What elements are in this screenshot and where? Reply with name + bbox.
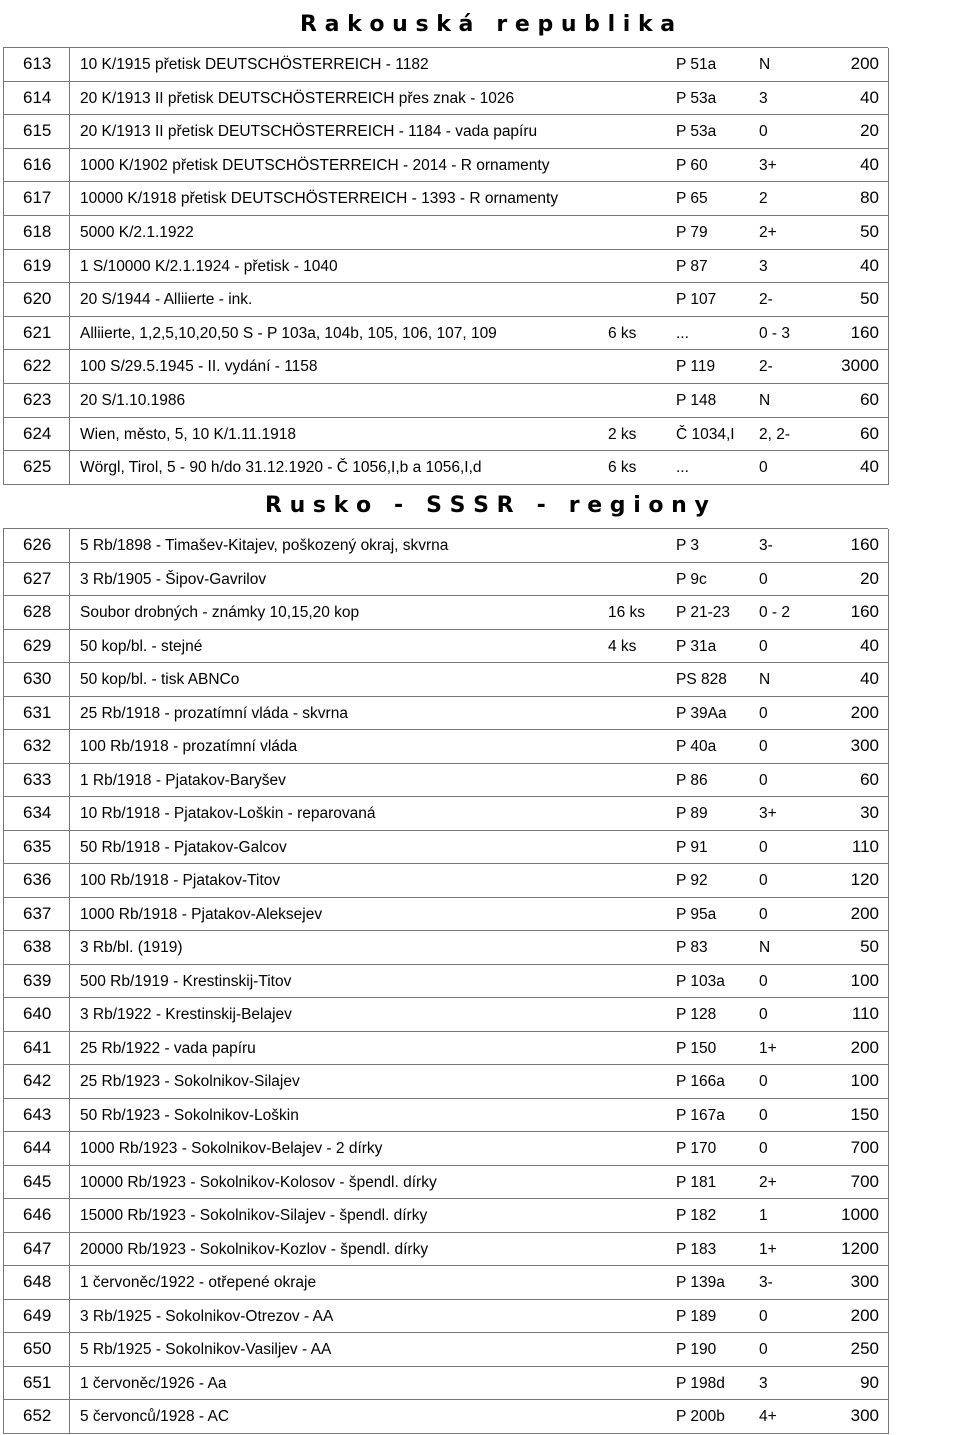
catalog-number: P 103a bbox=[676, 972, 725, 990]
item-price: 120 bbox=[850, 870, 879, 889]
catalog-number: P 170 bbox=[676, 1140, 717, 1157]
lot-number: 648 bbox=[23, 1272, 52, 1291]
table-row bbox=[3, 1065, 888, 1099]
item-condition: 0 bbox=[759, 1006, 768, 1023]
catalog-number: P 9c bbox=[676, 570, 707, 588]
item-description: 5 červonců/1928 - AC bbox=[80, 1408, 230, 1425]
item-quantity: 16 ks bbox=[608, 604, 646, 621]
table-row bbox=[3, 350, 888, 384]
table-row bbox=[3, 1266, 888, 1300]
catalog-number: P 3 bbox=[676, 537, 699, 554]
item-condition: 3 bbox=[759, 257, 768, 275]
item-price: 60 bbox=[860, 423, 879, 443]
item-price: 300 bbox=[850, 1406, 879, 1425]
table-row bbox=[3, 317, 888, 351]
item-description: 50 Rb/1918 - Pjatakov-Galcov bbox=[80, 838, 287, 856]
item-condition: 3- bbox=[759, 537, 773, 554]
item-condition: 2+ bbox=[759, 1173, 777, 1191]
lot-number: 642 bbox=[23, 1071, 52, 1090]
item-condition: 2, 2- bbox=[759, 425, 791, 443]
section-title-russia: R u s k o - S S S R - r e g i o n y bbox=[265, 493, 709, 518]
item-description: 10 Rb/1918 - Pjatakov-Loškin - reparovaná bbox=[80, 805, 376, 822]
catalog-number: P 128 bbox=[676, 1006, 717, 1023]
table-divider bbox=[888, 48, 889, 485]
item-condition: 1+ bbox=[759, 1039, 777, 1057]
item-condition: 3+ bbox=[759, 156, 777, 174]
table-row bbox=[3, 1333, 888, 1367]
lot-number: 622 bbox=[23, 356, 52, 376]
item-quantity: 6 ks bbox=[608, 459, 637, 477]
item-condition: 0 bbox=[759, 704, 768, 722]
catalog-number: P 198d bbox=[676, 1374, 725, 1392]
item-price: 100 bbox=[850, 1071, 879, 1090]
item-description: Wörgl, Tirol, 5 - 90 h/do 31.12.1920 - Č 1056,I,b a 1056,I,d bbox=[80, 459, 482, 477]
catalog-number: P 148 bbox=[676, 391, 717, 409]
item-price: 50 bbox=[860, 221, 879, 241]
catalog-number: P 86 bbox=[676, 771, 708, 789]
catalog-number: P 87 bbox=[676, 257, 708, 275]
lot-number: 633 bbox=[23, 769, 52, 789]
catalog-number: P 92 bbox=[676, 872, 708, 889]
catalog-number: PS 828 bbox=[676, 671, 727, 688]
table-row bbox=[3, 384, 888, 418]
lot-number: 618 bbox=[23, 221, 52, 241]
item-price: 50 bbox=[860, 937, 879, 956]
item-price: 40 bbox=[860, 255, 879, 275]
item-description: 50 kop/bl. - stejné bbox=[80, 637, 203, 655]
item-price: 90 bbox=[860, 1372, 879, 1392]
table-row bbox=[3, 831, 888, 865]
lot-number: 650 bbox=[23, 1339, 52, 1358]
catalog-number: P 31a bbox=[676, 637, 717, 655]
table-row bbox=[3, 115, 888, 149]
item-price: 80 bbox=[860, 188, 879, 208]
item-description: 500 Rb/1919 - Krestinskij-Titov bbox=[80, 972, 292, 990]
item-description: 10000 K/1918 přetisk DEUTSCHÖSTERREICH - 1393 - R ornamenty bbox=[80, 190, 559, 208]
lot-number: 624 bbox=[23, 423, 52, 443]
item-price: 40 bbox=[860, 669, 879, 688]
table-row bbox=[3, 1400, 888, 1434]
item-description: 50 kop/bl. - tisk ABNCo bbox=[80, 671, 240, 688]
catalog-number: P 21-23 bbox=[676, 604, 731, 621]
item-description: 5 Rb/1898 - Timašev-Kitajev, poškozený okraj, skvrna bbox=[80, 537, 449, 554]
item-price: 100 bbox=[850, 970, 879, 990]
item-condition: 0 bbox=[759, 972, 768, 990]
table-row bbox=[3, 1199, 888, 1233]
lot-number: 652 bbox=[23, 1406, 52, 1425]
lot-number: 614 bbox=[23, 87, 52, 107]
item-condition: 0 bbox=[759, 1140, 768, 1157]
item-description: 1 S/10000 K/2.1.1924 - přetisk - 1040 bbox=[80, 257, 338, 275]
lot-number: 628 bbox=[23, 602, 52, 621]
lot-number: 641 bbox=[23, 1037, 52, 1057]
item-description: Soubor drobných - známky 10,15,20 kop bbox=[80, 604, 360, 621]
table-row bbox=[3, 1233, 888, 1267]
item-condition: N bbox=[759, 939, 771, 956]
catalog-number: P 95a bbox=[676, 905, 717, 923]
catalog-number: P 53a bbox=[676, 123, 717, 141]
item-description: 100 Rb/1918 - prozatímní vláda bbox=[80, 738, 298, 755]
lot-number: 639 bbox=[23, 970, 52, 990]
catalog-number: P 150 bbox=[676, 1039, 717, 1057]
item-price: 60 bbox=[860, 769, 879, 789]
table-divider bbox=[69, 48, 70, 485]
table-row bbox=[3, 250, 888, 284]
lot-number: 634 bbox=[23, 803, 52, 822]
item-description: 20000 Rb/1923 - Sokolnikov-Kozlov - špendl. dírky bbox=[80, 1240, 429, 1258]
table-row bbox=[3, 663, 888, 697]
item-description: 100 Rb/1918 - Pjatakov-Titov bbox=[80, 872, 281, 889]
table-divider bbox=[3, 48, 4, 485]
catalog-number: P 79 bbox=[676, 223, 708, 241]
item-condition: 3 bbox=[759, 89, 768, 107]
item-description: 5 Rb/1925 - Sokolnikov-Vasiljev - AA bbox=[80, 1341, 332, 1358]
lot-number: 640 bbox=[23, 1004, 52, 1023]
item-description: Alliierte, 1,2,5,10,20,50 S - P 103a, 104b, 105, 106, 107, 109 bbox=[80, 324, 497, 342]
lot-number: 643 bbox=[23, 1104, 52, 1124]
item-price: 700 bbox=[850, 1138, 879, 1157]
item-condition: 0 - 3 bbox=[759, 324, 791, 342]
item-description: Wien, město, 5, 10 K/1.11.1918 bbox=[80, 425, 296, 443]
table-row bbox=[3, 1166, 888, 1200]
item-condition: 0 bbox=[759, 637, 768, 655]
item-price: 150 bbox=[850, 1104, 879, 1124]
item-condition: N bbox=[759, 56, 771, 73]
item-condition: 2- bbox=[759, 358, 773, 376]
item-description: 1000 Rb/1923 - Sokolnikov-Belajev - 2 dírky bbox=[80, 1140, 383, 1157]
item-description: 20 K/1913 II přetisk DEUTSCHÖSTERREICH - 1184 - vada papíru bbox=[80, 123, 538, 141]
item-price: 250 bbox=[850, 1339, 879, 1358]
catalog-number: P 51a bbox=[676, 56, 717, 73]
section-title-austria: R a k o u s k á r e p u b l i k a bbox=[300, 12, 676, 37]
catalog-number: ... bbox=[676, 459, 689, 477]
table-row bbox=[3, 1300, 888, 1334]
item-price: 200 bbox=[850, 54, 879, 73]
item-condition: 0 bbox=[759, 872, 768, 889]
item-price: 300 bbox=[850, 736, 879, 755]
catalog-number: P 83 bbox=[676, 939, 708, 956]
catalog-number: P 53a bbox=[676, 89, 717, 107]
table-row bbox=[3, 697, 888, 731]
lot-number: 613 bbox=[23, 54, 52, 73]
lot-number: 644 bbox=[23, 1138, 52, 1157]
item-description: 1000 Rb/1918 - Pjatakov-Aleksejev bbox=[80, 905, 323, 923]
table-divider bbox=[69, 529, 70, 1434]
lot-number: 626 bbox=[23, 535, 52, 554]
table-row bbox=[3, 82, 888, 116]
table-row bbox=[3, 965, 888, 999]
table-row bbox=[3, 149, 888, 183]
item-description: 50 Rb/1923 - Sokolnikov-Loškin bbox=[80, 1106, 299, 1124]
item-price: 40 bbox=[860, 457, 879, 477]
item-price: 160 bbox=[850, 535, 879, 554]
table-row bbox=[3, 1367, 888, 1401]
table-row bbox=[3, 764, 888, 798]
lot-number: 629 bbox=[23, 635, 52, 655]
item-price: 160 bbox=[850, 602, 879, 621]
lot-number: 638 bbox=[23, 937, 52, 956]
item-condition: 0 bbox=[759, 738, 768, 755]
lot-number: 645 bbox=[23, 1171, 52, 1191]
item-price: 200 bbox=[850, 1037, 879, 1057]
table-row bbox=[3, 730, 888, 764]
catalog-number: P 91 bbox=[676, 838, 708, 856]
item-price: 40 bbox=[860, 87, 879, 107]
lot-number: 637 bbox=[23, 903, 52, 923]
lot-number: 631 bbox=[23, 702, 52, 722]
table-row bbox=[3, 48, 888, 82]
catalog-number: P 190 bbox=[676, 1341, 717, 1358]
item-condition: 0 bbox=[759, 570, 768, 588]
catalog-number: Č 1034,I bbox=[676, 425, 735, 443]
table-row bbox=[3, 797, 888, 831]
item-description: 3 Rb/bl. (1919) bbox=[80, 939, 183, 956]
item-price: 30 bbox=[860, 803, 879, 822]
item-condition: 0 bbox=[759, 771, 768, 789]
catalog-number: P 139a bbox=[676, 1274, 725, 1291]
item-condition: 0 bbox=[759, 123, 768, 141]
lot-number: 636 bbox=[23, 870, 52, 889]
table-row bbox=[3, 1032, 888, 1066]
catalog-number: P 166a bbox=[676, 1073, 725, 1090]
item-description: 1 červoněc/1922 - otřepené okraje bbox=[80, 1274, 317, 1291]
table-row bbox=[3, 998, 888, 1032]
lot-number: 649 bbox=[23, 1305, 52, 1325]
item-condition: 3 bbox=[759, 1374, 768, 1392]
table-row bbox=[3, 563, 888, 597]
russia-table bbox=[3, 528, 888, 1434]
table-row bbox=[3, 182, 888, 216]
catalog-number: P 200b bbox=[676, 1408, 725, 1425]
table-row bbox=[3, 898, 888, 932]
item-description: 1000 K/1902 přetisk DEUTSCHÖSTERREICH - 2014 - R ornamenty bbox=[80, 156, 550, 174]
catalog-number: P 183 bbox=[676, 1240, 717, 1258]
lot-number: 646 bbox=[23, 1205, 52, 1224]
catalog-number: P 60 bbox=[676, 156, 708, 174]
item-price: 200 bbox=[850, 903, 879, 923]
table-row bbox=[3, 1132, 888, 1166]
item-description: 3 Rb/1925 - Sokolnikov-Otrezov - AA bbox=[80, 1307, 334, 1325]
table-row bbox=[3, 864, 888, 898]
table-row bbox=[3, 216, 888, 250]
item-condition: 2+ bbox=[759, 223, 777, 241]
item-condition: 0 bbox=[759, 459, 768, 477]
lot-number: 620 bbox=[23, 289, 52, 309]
catalog-number: P 189 bbox=[676, 1307, 717, 1325]
lot-number: 632 bbox=[23, 736, 52, 755]
item-description: 10000 Rb/1923 - Sokolnikov-Kolosov - špendl. dírky bbox=[80, 1173, 437, 1191]
item-price: 1000 bbox=[841, 1205, 879, 1224]
lot-number: 619 bbox=[23, 255, 52, 275]
item-price: 110 bbox=[851, 1004, 879, 1023]
item-price: 3000 bbox=[841, 356, 879, 376]
item-price: 60 bbox=[860, 389, 879, 409]
item-condition: 2 bbox=[759, 190, 768, 208]
catalog-number: P 89 bbox=[676, 805, 708, 822]
item-quantity: 2 ks bbox=[608, 425, 637, 443]
lot-number: 617 bbox=[23, 188, 52, 208]
item-condition: 0 - 2 bbox=[759, 604, 791, 621]
item-description: 3 Rb/1905 - Šipov-Gavrilov bbox=[80, 570, 267, 588]
item-price: 160 bbox=[850, 322, 879, 342]
item-description: 10 K/1915 přetisk DEUTSCHÖSTERREICH - 1182 bbox=[80, 56, 429, 73]
catalog-number: P 40a bbox=[676, 738, 717, 755]
item-description: 25 Rb/1918 - prozatímní vláda - skvrna bbox=[80, 704, 348, 722]
item-description: 5000 K/2.1.1922 bbox=[80, 223, 194, 241]
item-price: 20 bbox=[860, 568, 879, 588]
item-condition: 0 bbox=[759, 838, 768, 856]
catalog-number: P 167a bbox=[676, 1106, 725, 1124]
item-price: 200 bbox=[850, 702, 879, 722]
item-description: 20 S/1.10.1986 bbox=[80, 391, 186, 409]
item-description: 25 Rb/1922 - vada papíru bbox=[80, 1039, 256, 1057]
item-condition: 2- bbox=[759, 291, 773, 309]
table-row bbox=[3, 451, 888, 485]
item-price: 40 bbox=[860, 635, 879, 655]
item-price: 110 bbox=[851, 836, 879, 856]
item-description: 1 Rb/1918 - Pjatakov-Baryšev bbox=[80, 771, 286, 789]
item-price: 200 bbox=[850, 1305, 879, 1325]
catalog-number: P 119 bbox=[676, 358, 716, 376]
item-condition: 1+ bbox=[759, 1240, 777, 1258]
catalog-number: P 39Aa bbox=[676, 704, 727, 722]
table-row bbox=[3, 1099, 888, 1133]
austria-table bbox=[3, 47, 888, 485]
table-row bbox=[3, 529, 888, 563]
table-row bbox=[3, 418, 888, 452]
table-row bbox=[3, 283, 888, 317]
item-description: 20 S/1944 - Alliierte - ink. bbox=[80, 291, 253, 309]
item-condition: 0 bbox=[759, 905, 768, 923]
table-divider bbox=[888, 529, 889, 1434]
item-condition: 0 bbox=[759, 1106, 768, 1124]
item-quantity: 4 ks bbox=[608, 637, 637, 655]
table-row bbox=[3, 630, 888, 664]
item-condition: 0 bbox=[759, 1307, 768, 1325]
catalog-number: P 181 bbox=[676, 1173, 717, 1191]
table-divider bbox=[3, 529, 4, 1434]
lot-number: 630 bbox=[23, 669, 52, 688]
lot-number: 625 bbox=[23, 457, 52, 477]
catalog-number: P 65 bbox=[676, 190, 708, 208]
catalog-number: P 107 bbox=[676, 291, 717, 309]
item-description: 20 K/1913 II přetisk DEUTSCHÖSTERREICH přes znak - 1026 bbox=[80, 89, 515, 107]
item-description: 3 Rb/1922 - Krestinskij-Belajev bbox=[80, 1006, 292, 1023]
table-row bbox=[3, 931, 888, 965]
catalog-number: P 182 bbox=[676, 1207, 717, 1224]
item-price: 1200 bbox=[841, 1238, 879, 1258]
lot-number: 635 bbox=[23, 836, 52, 856]
item-condition: N bbox=[759, 671, 771, 688]
item-price: 40 bbox=[860, 154, 879, 174]
item-description: 100 S/29.5.1945 - II. vydání - 1158 bbox=[80, 358, 318, 376]
item-price: 700 bbox=[850, 1171, 879, 1191]
item-condition: 4+ bbox=[759, 1408, 777, 1425]
lot-number: 647 bbox=[23, 1238, 52, 1258]
item-condition: N bbox=[759, 391, 771, 409]
lot-number: 621 bbox=[23, 322, 52, 342]
lot-number: 651 bbox=[23, 1372, 52, 1392]
lot-number: 616 bbox=[23, 154, 52, 174]
table-row bbox=[3, 596, 888, 630]
item-condition: 3- bbox=[759, 1274, 773, 1291]
lot-number: 627 bbox=[23, 568, 52, 588]
item-description: 25 Rb/1923 - Sokolnikov-Silajev bbox=[80, 1073, 300, 1090]
item-condition: 0 bbox=[759, 1073, 768, 1090]
item-price: 20 bbox=[860, 121, 879, 141]
lot-number: 615 bbox=[23, 121, 52, 141]
item-condition: 3+ bbox=[759, 805, 777, 822]
item-condition: 0 bbox=[759, 1341, 768, 1358]
item-description: 1 červoněc/1926 - Aa bbox=[80, 1374, 227, 1392]
item-price: 300 bbox=[850, 1272, 879, 1291]
item-price: 50 bbox=[860, 289, 879, 309]
lot-number: 623 bbox=[23, 389, 52, 409]
item-description: 15000 Rb/1923 - Sokolnikov-Silajev - špendl. dírky bbox=[80, 1207, 428, 1224]
item-quantity: 6 ks bbox=[608, 324, 637, 342]
catalog-number: ... bbox=[676, 324, 689, 342]
item-condition: 1 bbox=[759, 1207, 768, 1224]
